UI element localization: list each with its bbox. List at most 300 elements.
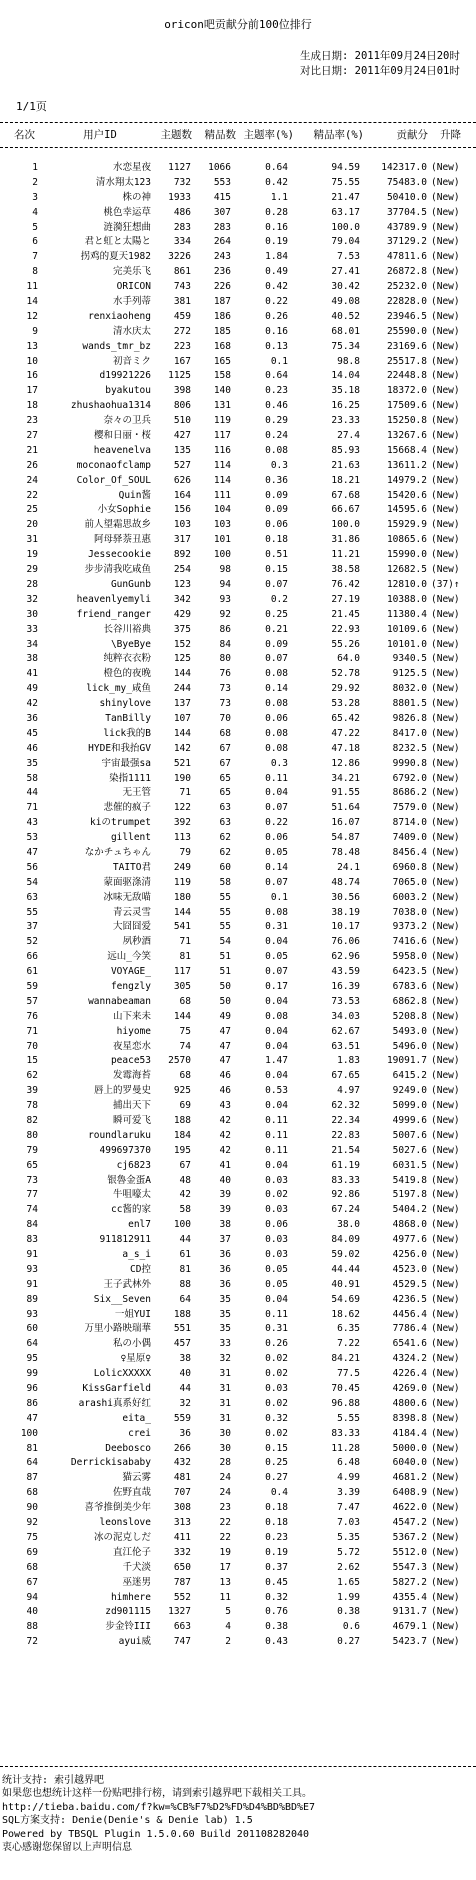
cell-contribution: 5493.0 [392, 1025, 427, 1037]
cell-rank: 87 [26, 1472, 38, 1484]
cell-featured-rate: 40.52 [331, 310, 360, 322]
cell-topic-rate: 0.45 [265, 1576, 288, 1588]
cell-featured: 17 [219, 1561, 231, 1573]
cell-rank: 22 [26, 489, 38, 501]
cell-user-id: なかチュちゃん [84, 846, 151, 858]
cell-user-id: 桃色幸运草 [103, 206, 151, 218]
cell-change: (New) [431, 921, 460, 933]
cell-featured-rate: 78.48 [331, 846, 360, 858]
cell-featured-rate: 47.18 [331, 742, 360, 754]
cell-change: (New) [431, 787, 460, 799]
cell-topic-rate: 0.02 [265, 1353, 288, 1365]
cell-change: (New) [431, 1487, 460, 1499]
cell-user-id: 911812911 [99, 1234, 151, 1246]
cell-contribution: 6792.0 [392, 772, 427, 784]
table-row [0, 1248, 476, 1263]
cell-change: (New) [431, 281, 460, 293]
table-row [0, 950, 476, 965]
cell-user-id: shinylove [99, 698, 151, 710]
table-row [0, 623, 476, 638]
cell-topics: 103 [173, 519, 191, 531]
cell-topic-rate: 0.07 [265, 876, 288, 888]
col-rank: 名次 [14, 129, 35, 141]
cell-topics: 1327 [168, 1606, 191, 1618]
cell-topics: 195 [173, 1144, 191, 1156]
cell-rank: 45 [26, 727, 38, 739]
cell-topics: 806 [173, 400, 191, 412]
cell-rank: 33 [26, 623, 38, 635]
table-row [0, 906, 476, 921]
cell-featured-rate: 7.53 [337, 251, 360, 263]
cell-featured: 5 [225, 1606, 231, 1618]
cell-rank: 58 [26, 772, 38, 784]
cell-change: (37)↑ [431, 578, 460, 590]
cell-topics: 332 [173, 1546, 191, 1558]
cell-topics: 308 [173, 1502, 191, 1514]
cell-featured: 19 [219, 1546, 231, 1558]
cell-rank: 95 [26, 1353, 38, 1365]
cell-featured: 73 [219, 683, 231, 695]
cell-contribution: 26872.8 [386, 266, 427, 278]
cell-change: (New) [431, 802, 460, 814]
cell-user-id: zhushaohua1314 [70, 400, 151, 412]
table-row [0, 176, 476, 191]
cell-user-id: 纯粹衣衣粉 [103, 653, 151, 665]
cell-featured-rate: 16.25 [331, 400, 360, 412]
table-row [0, 712, 476, 727]
page-indicator: 1/1页 [16, 100, 47, 113]
cell-user-id: wands_tmr_bz [82, 340, 151, 352]
cell-user-id: 奈々の卫兵 [103, 415, 151, 427]
cell-topic-rate: 0.29 [265, 415, 288, 427]
cell-topics: 152 [173, 638, 191, 650]
cell-rank: 71 [26, 1025, 38, 1037]
table-row [0, 1114, 476, 1129]
cell-rank: 94 [26, 1591, 38, 1603]
cell-rank: 4 [32, 206, 38, 218]
cell-change: (New) [431, 653, 460, 665]
cell-featured: 42 [219, 1144, 231, 1156]
cell-topic-rate: 0.43 [265, 1636, 288, 1648]
cell-featured-rate: 30.42 [331, 281, 360, 293]
cell-contribution: 5367.2 [392, 1531, 427, 1543]
cell-featured-rate: 67.65 [331, 1070, 360, 1082]
table-row [0, 250, 476, 265]
cell-contribution: 43789.9 [386, 221, 427, 233]
cell-featured: 42 [219, 1129, 231, 1141]
cell-user-id: GunGunb [110, 578, 151, 590]
table-row [0, 191, 476, 206]
table-row [0, 578, 476, 593]
cell-featured-rate: 38.0 [337, 1219, 360, 1231]
cell-topics: 427 [173, 430, 191, 442]
cell-rank: 35 [26, 757, 38, 769]
cell-change: (New) [431, 1427, 460, 1439]
cell-featured: 30 [219, 1442, 231, 1454]
cell-user-id: a_s_i [122, 1249, 151, 1261]
cell-topic-rate: 0.03 [265, 1249, 288, 1261]
cell-featured-rate: 22.83 [331, 1129, 360, 1141]
cell-featured: 22 [219, 1517, 231, 1529]
cell-rank: 12 [26, 310, 38, 322]
table-row [0, 325, 476, 340]
cell-topics: 3226 [168, 251, 191, 263]
cell-user-id: TAITO君 [112, 861, 151, 873]
cell-featured-rate: 0.38 [337, 1606, 360, 1618]
cell-topic-rate: 0.18 [265, 534, 288, 546]
cell-rank: 78 [26, 1100, 38, 1112]
cell-change: (New) [431, 534, 460, 546]
cell-rank: 1 [32, 162, 38, 173]
cell-contribution: 4226.4 [392, 1368, 427, 1380]
table-row [0, 757, 476, 772]
cell-user-id: 山下来未 [112, 1010, 151, 1022]
cell-featured-rate: 34.21 [331, 772, 360, 784]
table-row [0, 682, 476, 697]
cell-topic-rate: 1.84 [265, 251, 288, 263]
cell-topics: 144 [173, 668, 191, 680]
cell-featured: 36 [219, 1278, 231, 1290]
cell-topics: 68 [179, 1070, 191, 1082]
cell-topics: 334 [173, 236, 191, 248]
cell-topic-rate: 0.05 [265, 951, 288, 963]
table-bottom-rule [0, 1766, 476, 1767]
cell-contribution: 22448.8 [386, 370, 427, 382]
cell-rank: 84 [26, 1219, 38, 1231]
cell-topics: 188 [173, 1115, 191, 1126]
cell-user-id: 私の小偶 [112, 1338, 151, 1350]
cell-change: (New) [431, 593, 460, 605]
cell-featured-rate: 77.5 [337, 1368, 360, 1380]
cell-featured: 114 [213, 474, 231, 486]
cell-featured: 100 [213, 549, 231, 561]
table-row [0, 1308, 476, 1323]
cell-contribution: 4529.5 [392, 1278, 427, 1290]
cell-featured: 140 [213, 385, 231, 397]
cell-topic-rate: 0.21 [265, 623, 288, 635]
cell-rank: 23 [26, 415, 38, 427]
table-header [0, 127, 476, 141]
cell-topic-rate: 0.06 [265, 1219, 288, 1231]
cell-change: (New) [431, 385, 460, 397]
table-row [0, 742, 476, 757]
table-row [0, 265, 476, 280]
cell-featured-rate: 94.59 [331, 162, 360, 173]
cell-featured: 42 [219, 1115, 231, 1126]
cell-contribution: 6408.9 [392, 1487, 427, 1499]
table-row [0, 1605, 476, 1620]
cell-user-id: 悲催的疯子 [103, 802, 151, 814]
cell-featured-rate: 64.0 [337, 653, 360, 665]
table-row [0, 1233, 476, 1248]
cell-change: (New) [431, 1204, 460, 1216]
cell-topic-rate: 0.14 [265, 683, 288, 695]
cell-rank: 47 [26, 1412, 38, 1424]
cell-contribution: 6783.6 [392, 980, 427, 992]
cell-featured-rate: 68.01 [331, 325, 360, 337]
cell-topics: 925 [173, 1085, 191, 1097]
cell-change: (New) [431, 1159, 460, 1171]
cell-contribution: 8456.4 [392, 846, 427, 858]
table-row [0, 980, 476, 995]
cell-change: (New) [431, 266, 460, 278]
cell-topic-rate: 0.31 [265, 921, 288, 933]
table-row [0, 1263, 476, 1278]
cell-contribution: 7065.0 [392, 876, 427, 888]
table-row [0, 1159, 476, 1174]
compared-date: 对比日期: 2011年09月24日01时 [300, 65, 460, 77]
cell-featured-rate: 53.28 [331, 698, 360, 710]
cell-featured-rate: 40.91 [331, 1278, 360, 1290]
cell-rank: 25 [26, 504, 38, 516]
cell-contribution: 6003.2 [392, 891, 427, 903]
cell-topic-rate: 0.11 [265, 1144, 288, 1156]
cell-topic-rate: 0.38 [265, 1621, 288, 1633]
cell-topics: 190 [173, 772, 191, 784]
cell-topics: 125 [173, 653, 191, 665]
cell-featured: 23 [219, 1502, 231, 1514]
cell-featured: 98 [219, 564, 231, 576]
cell-featured-rate: 30.56 [331, 891, 360, 903]
cell-change: (New) [431, 757, 460, 769]
cell-topic-rate: 0.22 [265, 817, 288, 829]
table-row [0, 667, 476, 682]
cell-topics: 411 [173, 1531, 191, 1543]
cell-topics: 117 [173, 966, 191, 978]
cell-contribution: 4622.0 [392, 1502, 427, 1514]
cell-featured-rate: 85.93 [331, 444, 360, 456]
cell-change: (New) [431, 995, 460, 1007]
cell-rank: 60 [26, 1323, 38, 1335]
cell-change: (New) [431, 891, 460, 903]
cell-user-id: 唇上的罗曼史 [93, 1085, 151, 1097]
cell-contribution: 9990.8 [392, 757, 427, 769]
cell-featured: 50 [219, 980, 231, 992]
cell-rank: 93 [26, 1308, 38, 1320]
cell-topics: 747 [173, 1636, 191, 1648]
cell-topics: 142 [173, 742, 191, 754]
cell-topics: 144 [173, 727, 191, 739]
cell-topic-rate: 0.08 [265, 1010, 288, 1022]
cell-featured-rate: 35.18 [331, 385, 360, 397]
cell-topics: 787 [173, 1576, 191, 1588]
cell-user-id: HYDE和我抬GV [88, 742, 151, 754]
cell-featured: 73 [219, 698, 231, 710]
cell-featured: 80 [219, 653, 231, 665]
cell-topics: 459 [173, 310, 191, 322]
cell-user-id: ayui威 [118, 1636, 151, 1648]
cell-topics: 272 [173, 325, 191, 337]
table-row [0, 161, 476, 176]
cell-topic-rate: 0.02 [265, 1368, 288, 1380]
cell-featured-rate: 21.54 [331, 1144, 360, 1156]
date-info [300, 49, 460, 79]
cell-rank: 64 [26, 1338, 38, 1350]
cell-topic-rate: 0.03 [265, 1174, 288, 1186]
cell-topic-rate: 0.26 [265, 1338, 288, 1350]
cell-change: (New) [431, 1576, 460, 1588]
cell-rank: 5 [32, 221, 38, 233]
cell-topic-rate: 0.13 [265, 340, 288, 352]
footer-line[interactable]: http://tieba.baidu.com/f?kw=%CB%F7%D2%FD%D4%BD%BD%E7 [2, 1801, 316, 1813]
cell-featured: 94 [219, 578, 231, 590]
table-row [0, 235, 476, 250]
cell-featured: 68 [219, 727, 231, 739]
cell-rank: 64 [26, 1457, 38, 1469]
cell-contribution: 7786.4 [392, 1323, 427, 1335]
table-row [0, 1382, 476, 1397]
cell-topic-rate: 0.04 [265, 1293, 288, 1305]
cell-change: (New) [431, 370, 460, 382]
cell-featured-rate: 18.62 [331, 1308, 360, 1320]
cell-featured-rate: 5.35 [337, 1531, 360, 1543]
cell-featured: 76 [219, 668, 231, 680]
cell-topic-rate: 0.08 [265, 698, 288, 710]
cell-user-id: LolicXXXXX [93, 1368, 151, 1380]
cell-topics: 559 [173, 1412, 191, 1424]
cell-contribution: 47811.6 [386, 251, 427, 263]
cell-topics: 342 [173, 593, 191, 605]
cell-topic-rate: 0.05 [265, 1263, 288, 1275]
cell-featured: 47 [219, 1055, 231, 1067]
cell-contribution: 15929.9 [386, 519, 427, 531]
cell-topics: 144 [173, 906, 191, 918]
table-row [0, 221, 476, 236]
cell-user-id: roundlaruku [88, 1129, 151, 1141]
cell-topic-rate: 0.11 [265, 1115, 288, 1126]
table-row [0, 697, 476, 712]
cell-topics: 527 [173, 459, 191, 471]
cell-user-id: 染指1111 [109, 772, 151, 784]
cell-user-id: 万里小路映瑞華 [84, 1323, 151, 1335]
cell-featured: 165 [213, 355, 231, 367]
cell-contribution: 10109.6 [386, 623, 427, 635]
cell-contribution: 7409.0 [392, 832, 427, 844]
cell-change: (New) [431, 1040, 460, 1052]
table-row [0, 1635, 476, 1650]
table-row [0, 1412, 476, 1427]
cell-featured: 63 [219, 802, 231, 814]
cell-user-id: ORICON [116, 281, 151, 293]
cell-featured: 63 [219, 817, 231, 829]
table-row [0, 474, 476, 489]
cell-topics: 223 [173, 340, 191, 352]
cell-change: (New) [431, 1636, 460, 1648]
cell-rank: 83 [26, 1234, 38, 1246]
cell-topic-rate: 0.15 [265, 564, 288, 576]
cell-topics: 650 [173, 1561, 191, 1573]
cell-featured-rate: 70.45 [331, 1383, 360, 1395]
cell-topic-rate: 0.04 [265, 1070, 288, 1082]
cell-featured-rate: 4.99 [337, 1472, 360, 1484]
cell-topics: 188 [173, 1308, 191, 1320]
cell-featured-rate: 48.74 [331, 876, 360, 888]
cell-topics: 42 [179, 1189, 191, 1201]
cell-topic-rate: 0.19 [265, 1546, 288, 1558]
table-row [0, 1040, 476, 1055]
cell-change: (New) [431, 415, 460, 427]
cell-featured: 65 [219, 787, 231, 799]
cell-contribution: 8232.5 [392, 742, 427, 754]
col-featured: 精品数 [204, 129, 236, 141]
cell-topic-rate: 0.49 [265, 266, 288, 278]
cell-contribution: 25517.8 [386, 355, 427, 367]
cell-user-id: heavenelva [93, 444, 151, 456]
cell-topics: 71 [179, 787, 191, 799]
cell-featured-rate: 27.4 [337, 430, 360, 442]
table-row [0, 280, 476, 295]
cell-featured: 31 [219, 1368, 231, 1380]
cell-user-id: 冰味无敌喵 [103, 891, 151, 903]
cell-contribution: 8714.0 [392, 817, 427, 829]
cell-rank: 27 [26, 430, 38, 442]
cell-change: (New) [431, 444, 460, 456]
cell-user-id: renxiaoheng [88, 310, 151, 322]
cell-change: (New) [431, 846, 460, 858]
cell-rank: 92 [26, 1517, 38, 1529]
table-row [0, 1293, 476, 1308]
cell-topic-rate: 0.08 [265, 668, 288, 680]
cell-contribution: 4236.5 [392, 1293, 427, 1305]
cell-contribution: 5496.0 [392, 1040, 427, 1052]
cell-user-id: kiのtrumpet [90, 817, 151, 829]
cell-change: (New) [431, 549, 460, 561]
cell-contribution: 14595.6 [386, 504, 427, 516]
cell-topics: 541 [173, 921, 191, 933]
cell-featured: 39 [219, 1189, 231, 1201]
cell-user-id: 佐野直哉 [112, 1487, 151, 1499]
cell-featured-rate: 1.83 [337, 1055, 360, 1067]
cell-change: (New) [431, 296, 460, 308]
table-row [0, 1129, 476, 1144]
table-row [0, 563, 476, 578]
table-row [0, 414, 476, 429]
cell-topics: 663 [173, 1621, 191, 1633]
table-row [0, 355, 476, 370]
cell-featured-rate: 92.86 [331, 1189, 360, 1201]
cell-featured: 40 [219, 1174, 231, 1186]
cell-featured: 187 [213, 296, 231, 308]
cell-change: (New) [431, 1174, 460, 1186]
cell-featured: 226 [213, 281, 231, 293]
cell-featured-rate: 18.21 [331, 474, 360, 486]
cell-rank: 73 [26, 1174, 38, 1186]
cell-change: (New) [431, 1442, 460, 1454]
cell-featured: 264 [213, 236, 231, 248]
cell-change: (New) [431, 489, 460, 501]
cell-change: (New) [431, 1100, 460, 1112]
cell-contribution: 10865.6 [386, 534, 427, 546]
cell-featured-rate: 62.32 [331, 1100, 360, 1112]
cell-topics: 156 [173, 504, 191, 516]
cell-featured: 104 [213, 504, 231, 516]
cell-user-id: 水手列蒂 [112, 296, 151, 308]
cell-change: (New) [431, 1338, 460, 1350]
table-row [0, 1367, 476, 1382]
cell-featured-rate: 55.26 [331, 638, 360, 650]
cell-topic-rate: 0.07 [265, 802, 288, 814]
cell-user-id: 猫云雾 [122, 1472, 151, 1484]
cell-featured-rate: 21.45 [331, 608, 360, 620]
cell-rank: 11 [26, 281, 38, 293]
cell-topic-rate: 0.24 [265, 430, 288, 442]
cell-topics: 180 [173, 891, 191, 903]
cell-rank: 13 [26, 340, 38, 352]
cell-rank: 21 [26, 444, 38, 456]
cell-change: (New) [431, 355, 460, 367]
cell-featured: 131 [213, 400, 231, 412]
table-row [0, 1516, 476, 1531]
